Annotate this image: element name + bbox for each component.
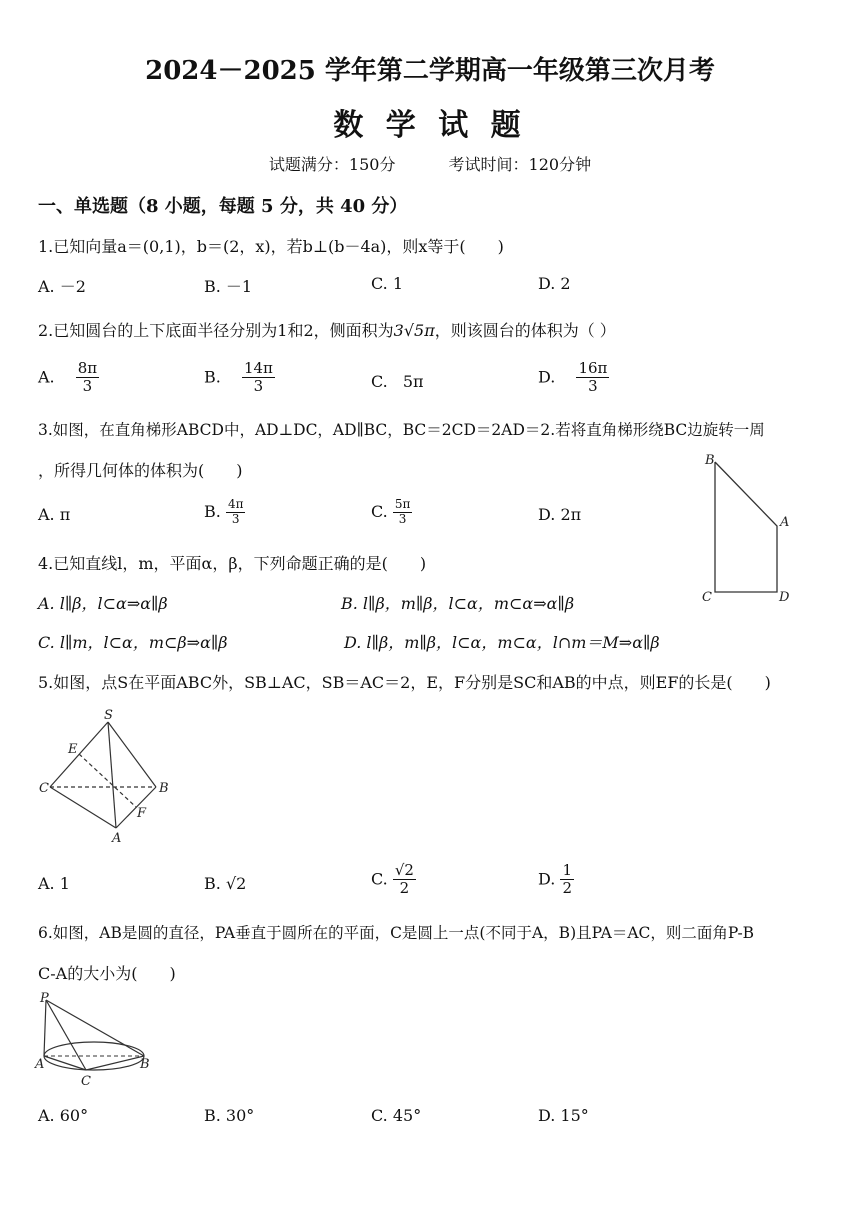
tetrahedron-figure	[36, 708, 186, 848]
q5-option-c[interactable]	[371, 862, 416, 898]
label-a: A	[112, 831, 122, 846]
q1-stem: 1.已知向量a＝(0,1)，b＝(2，x)，若b⊥(b－4a)，则x等于( )	[38, 237, 504, 256]
q2-stem-post: ，则该圆台的体积为（ ）	[434, 321, 616, 340]
label-p: P	[40, 992, 49, 1006]
q5-option-d[interactable]	[538, 862, 574, 898]
q2-stem-pre: 2.已知圆台的上下底面半径分别为1和2，侧面积为	[38, 321, 394, 340]
option-label: C.	[371, 869, 388, 889]
label-c: C	[39, 781, 49, 796]
trapezoid-outline	[715, 462, 777, 592]
label-f: F	[137, 806, 147, 821]
exam-info	[0, 152, 860, 175]
label-c: C	[702, 590, 712, 605]
option-label: D.	[538, 869, 556, 889]
fraction: $\frac{√2}{2}$	[394, 861, 414, 898]
label-e: E	[68, 742, 78, 757]
q5-option-b[interactable]	[204, 874, 246, 893]
q3-option-b[interactable]	[204, 498, 245, 527]
q3-option-d[interactable]	[538, 505, 581, 524]
label-b: B	[705, 453, 715, 468]
q5-option-a[interactable]	[38, 874, 70, 893]
option-label: A.	[38, 874, 55, 893]
option-label: B.	[204, 367, 221, 387]
label-b: B	[140, 1057, 150, 1072]
option-label: B.	[204, 501, 221, 521]
option-value: 5π	[402, 372, 424, 391]
fraction: $\frac{14\pi}{3}$	[243, 359, 273, 396]
fraction: $\frac{16\pi}{3}$	[578, 359, 608, 396]
label-d: D	[779, 590, 790, 605]
option-value: √2	[225, 874, 247, 893]
q3-option-a[interactable]	[38, 505, 70, 524]
option-label: C.	[371, 501, 388, 521]
q1-option-a[interactable]: A. －2	[38, 277, 86, 296]
label-b: B	[159, 781, 169, 796]
option-value: 2π	[560, 505, 582, 524]
q2-option-b[interactable]	[204, 360, 275, 396]
q2-stem-math: 3√5π	[393, 321, 435, 340]
q6-stem-line1: 6.如图，AB是圆的直径，PA垂直于圆所在的平面，C是圆上一点(不同于A，B)且PA＝AC，则二面角P-B	[38, 924, 755, 942]
label-c: C	[81, 1074, 91, 1089]
q4-option-c[interactable]: C. l∥m，l⊂α，m⊂β⇒α∥β	[38, 633, 228, 652]
label-s: S	[104, 708, 113, 723]
q6-option-c[interactable]: C. 45°	[371, 1106, 422, 1125]
option-label: A.	[38, 505, 55, 524]
q4-option-a[interactable]: A. l∥β，l⊂α⇒α∥β	[38, 594, 168, 613]
q5-stem: 5.如图，点S在平面ABC外，SB⊥AC，SB＝AC＝2，E，F分别是SC和AB的中点，则EF的长是( )	[38, 673, 771, 692]
circle-pyramid-figure	[34, 992, 154, 1092]
q3-stem-line1: 3.如图，在直角梯形ABCD中，AD⊥DC，AD∥BC，BC＝2CD＝2AD＝2.若将直角梯形绕BC边旋转一周	[38, 421, 765, 439]
q2-option-a[interactable]	[38, 360, 99, 396]
fraction: $\frac{4\pi}{3}$	[227, 497, 244, 526]
fraction: $\frac{1}{2}$	[562, 861, 572, 898]
q4-option-b[interactable]: B. l∥β，m∥β，l⊂α，m⊂α⇒α∥β	[341, 594, 575, 613]
option-label: D.	[538, 367, 556, 387]
trapezoid-figure	[695, 448, 805, 608]
q6-stem-line2: C-A的大小为( )	[38, 964, 176, 983]
section-heading: 一、单选题（8 小题，每题 5 分，共 40 分）	[38, 196, 408, 217]
option-label: D.	[538, 505, 556, 524]
option-label: C.	[371, 372, 388, 391]
q2-option-c[interactable]	[371, 372, 424, 391]
q1-option-b[interactable]: B. －1	[204, 277, 253, 296]
q2-stem	[38, 318, 616, 341]
q6-option-b[interactable]: B. 30°	[204, 1106, 255, 1125]
option-value: π	[59, 505, 71, 524]
label-a: A	[780, 515, 790, 530]
exam-title: 2024－2025 学年第二学期高一年级第三次月考	[145, 56, 715, 86]
exam-subject: 数 学 试 题	[333, 108, 527, 143]
q4-option-d[interactable]: D. l∥β，m∥β，l⊂α，m⊂α，l∩m＝M⇒α∥β	[344, 633, 660, 652]
q2-option-d[interactable]	[538, 360, 609, 396]
fraction: $\frac{5\pi}{3}$	[394, 497, 411, 526]
q1-option-d[interactable]: D. 2	[538, 274, 571, 293]
q4-stem: 4.已知直线l，m，平面α，β，下列命题正确的是( )	[38, 554, 427, 573]
exam-time: 考试时间：120分钟	[448, 155, 592, 174]
q6-option-a[interactable]: A. 60°	[38, 1106, 89, 1125]
q6-option-d[interactable]: D. 15°	[538, 1106, 589, 1125]
fraction: $\frac{8\pi}{3}$	[77, 359, 98, 396]
q3-option-c[interactable]	[371, 498, 412, 527]
option-label: B.	[204, 874, 221, 893]
q3-stem-line2: ，所得几何体的体积为( )	[38, 461, 243, 480]
option-label: A.	[38, 367, 55, 387]
q1-option-c[interactable]: C. 1	[371, 274, 404, 293]
full-score: 试题满分：150分	[268, 155, 396, 174]
option-value: 1	[59, 874, 70, 893]
label-a: A	[35, 1057, 45, 1072]
